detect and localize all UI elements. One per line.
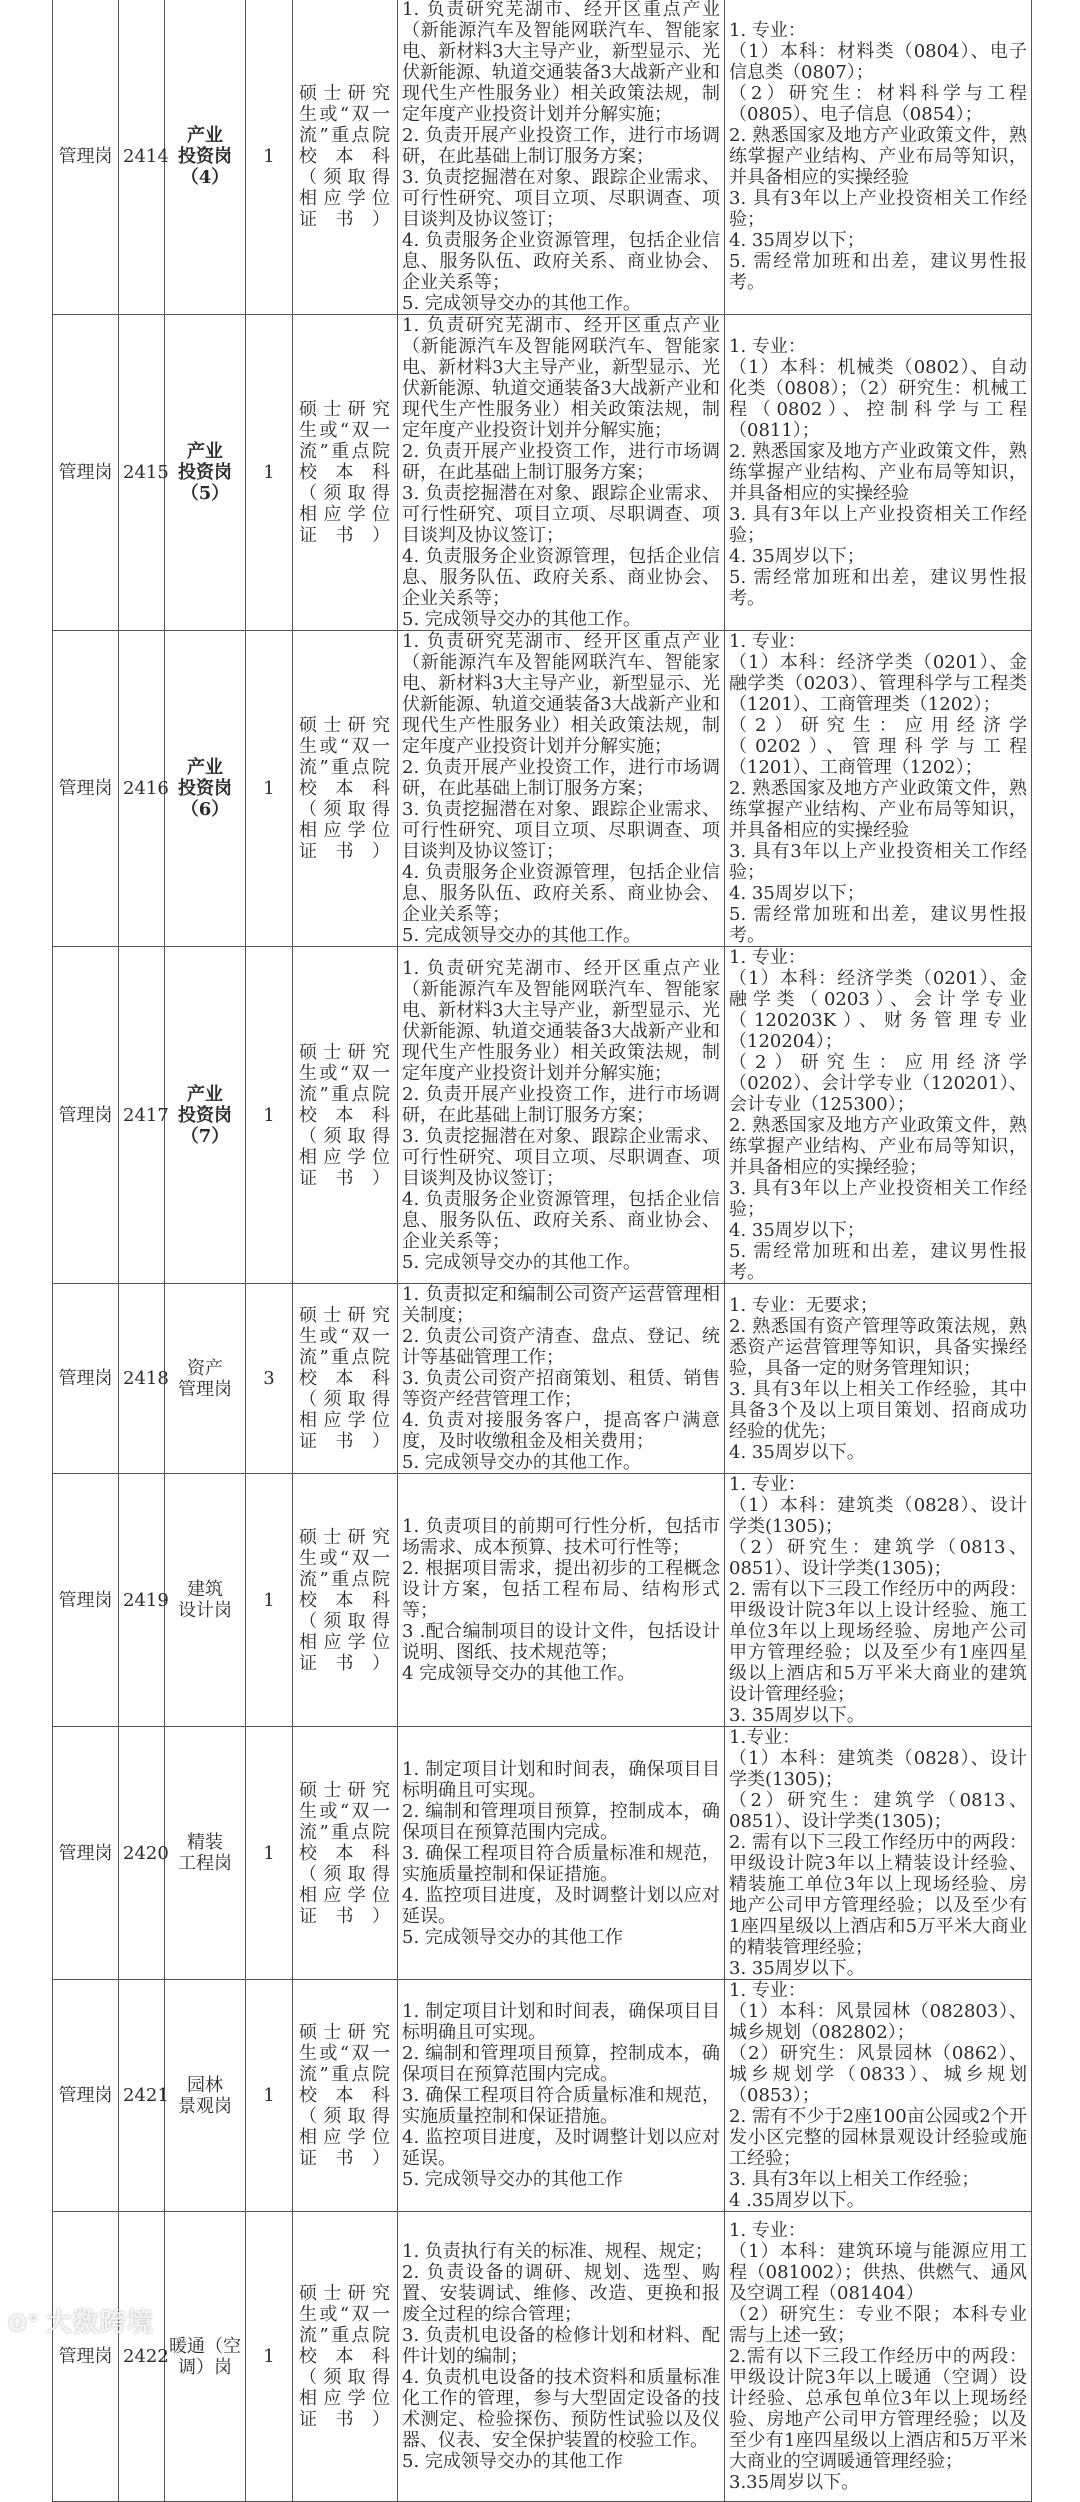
duty-item: 4. 负责机电设备的技术资料和质量标准化工作的管理，参与大型固定设备的技术测定、检验探伤、预防性试验以及仪器、仪表、安全保护装置的校验工作。 — [402, 2367, 720, 2451]
requirements-cell — [725, 0, 1032, 315]
count-cell — [246, 947, 293, 1284]
education-requirement: 硕士研究生或“双一流”重点院校本科（须取得相应学位证书） — [299, 2022, 391, 2169]
education-cell — [293, 1474, 398, 1727]
education-requirement: 硕士研究生或“双一流”重点院校本科（须取得相应学位证书） — [299, 1526, 391, 1674]
post-name-cell — [165, 2212, 246, 2502]
duty-item: 2. 编制和管理项目预算，控制成本，确保项目在预算范围内完成。 — [402, 2043, 720, 2085]
duty-item: 1. 负责拟定和编制公司资产运营管理相关制度； — [402, 1284, 720, 1326]
duty-item: 3. 负责公司资产招商策划、租赁、销售等资产经营管理工作； — [402, 1368, 720, 1410]
code-cell — [119, 1474, 169, 1727]
category-cell — [53, 1284, 119, 1474]
education-cell — [293, 2212, 398, 2502]
headcount: 3 — [263, 1368, 275, 1389]
position-category: 管理岗 — [58, 1842, 113, 1864]
post-name-cell — [165, 1474, 246, 1727]
post-name-line: 管理岗 — [178, 1378, 232, 1400]
table-row — [53, 1980, 1032, 2212]
requirement-item: （1）本科：机械类（0802）、自动化类（0808）；（2）研究生：机械工程（0802）、控制科学与工程（0811）； — [729, 357, 1027, 441]
duty-item: 2. 负责开展产业投资工作，进行市场调研，在此基础上制订服务方案； — [402, 1083, 720, 1126]
headcount: 1 — [263, 2085, 275, 2106]
watermark — [8, 2302, 154, 2339]
post-name-line: 产业 — [187, 757, 223, 778]
requirement-item: 3. 35周岁以下。 — [729, 1958, 865, 1979]
requirement-item: 4. 35周岁以下； — [729, 1220, 865, 1241]
education-cell — [293, 1284, 398, 1474]
duty-item: 3. 负责挖掘潜在对象、跟踪企业需求、可行性研究、项目立项、尽职调查、项目谈判及协议签订； — [402, 483, 720, 546]
count-cell — [246, 1474, 293, 1727]
requirement-item: 4 .35周岁以下。 — [729, 2190, 865, 2211]
requirement-item: 3. 具有3年以上产业投资相关工作经验； — [729, 1178, 1027, 1220]
post-name-line: （6） — [180, 799, 230, 820]
requirement-item: 1. 专业： — [729, 336, 806, 357]
requirement-item: （1）本科：风景园林（082803）、城乡规划（082802）； — [729, 2001, 1027, 2043]
duties-cell — [398, 947, 725, 1284]
count-cell — [246, 1980, 293, 2212]
code-cell — [119, 1727, 169, 1980]
requirement-item: 2. 熟悉国家及地方产业政策文件，熟练掌握产业结构、产业布局等知识，并具备相应的实操经验 — [729, 778, 1027, 841]
education-requirement: 硕士研究生或“双一流”重点院校本科（须取得相应学位证书） — [299, 83, 391, 230]
requirement-item: 2. 需有以下三段工作经历中的两段：甲级设计院3年以上精装设计经验、精装施工单位3年以上现场经验、房地产公司甲方管理经验；以及至少有1座四星级以上酒店和5万平米大商业的精装管理经验； — [729, 1832, 1027, 1958]
post-name-line: 建筑 — [187, 1579, 223, 1600]
code-cell — [119, 631, 169, 947]
duty-item: 5. 完成领导交办的其他工作。 — [402, 609, 641, 630]
duty-item: 3. 负责挖掘潜在对象、跟踪企业需求、可行性研究、项目立项、尽职调查、项目谈判及协议签订； — [402, 1125, 720, 1189]
requirements-cell — [725, 2212, 1032, 2502]
education-requirement: 硕士研究生或“双一流”重点院校本科（须取得相应学位证书） — [299, 2283, 391, 2430]
duty-item: 1. 制定项目计划和时间表，确保项目目标明确且可实现。 — [402, 2001, 720, 2043]
post-name-line: 投资岗 — [178, 1104, 232, 1126]
duty-item: 3. 负责挖掘潜在对象、跟踪企业需求、可行性研究、项目立项、尽职调查、项目谈判及协议签订； — [402, 167, 720, 230]
duties-cell — [398, 1727, 725, 1980]
duty-item: 1. 制定项目计划和时间表，确保项目目标明确且可实现。 — [402, 1758, 720, 1801]
duties-cell — [398, 1284, 725, 1474]
requirement-item: （1）本科：建筑类（0828）、设计学类(1305)； — [729, 1748, 1027, 1790]
requirement-item: 2. 熟悉国家及地方产业政策文件，熟练掌握产业结构、产业布局等知识，并具备相应的实操经验； — [729, 1115, 1027, 1178]
count-cell — [246, 1284, 293, 1474]
duty-item: 3. 确保工程项目符合质量标准和规范，实施质量控制和保证措施。 — [402, 1842, 720, 1885]
headcount: 1 — [263, 1104, 275, 1126]
requirement-item: 3. 35周岁以下。 — [729, 1705, 865, 1726]
table-row — [53, 631, 1032, 947]
duty-item: 2. 负责开展产业投资工作，进行市场调研，在此基础上制订服务方案； — [402, 441, 720, 483]
count-cell — [246, 315, 293, 631]
duty-item: 1. 负责执行有关的标准、规程、规定； — [402, 2241, 713, 2262]
post-name-line: 园林 — [187, 2074, 223, 2096]
post-name-line: 设计岗 — [178, 1600, 232, 1621]
requirement-item: （2）研究生：应用经济学（0202）、管理科学与工程（1201）、工商管理（1202）； — [729, 715, 1027, 778]
requirement-item: 1. 专业：无要求； — [729, 1294, 878, 1316]
category-cell — [53, 1474, 119, 1727]
table-row — [53, 1474, 1032, 1727]
duty-item: 3. 负责挖掘潜在对象、跟踪企业需求、可行性研究、项目立项、尽职调查、项目谈判及协议签订； — [402, 799, 720, 862]
requirements-cell — [725, 1284, 1032, 1474]
post-name-cell — [165, 947, 246, 1284]
duty-item: 5. 完成领导交办的其他工作 — [402, 2169, 623, 2190]
post-name-line: 调）岗 — [178, 2356, 232, 2378]
requirement-item: 2. 需有不少于2座100亩公园或2个开发小区完整的园林景观设计经验或施工经验； — [729, 2106, 1027, 2169]
duty-item: 4. 负责服务企业资源管理，包括企业信息、服务队伍、政府关系、商业协会、企业关系等； — [402, 862, 720, 925]
requirement-item: 3. 具有3年以上产业投资相关工作经验； — [729, 504, 1027, 546]
post-name-line: 工程岗 — [178, 1853, 232, 1874]
position-category: 管理岗 — [58, 462, 113, 483]
requirement-item: 5. 需经常加班和出差，建议男性报考。 — [729, 904, 1027, 946]
requirement-item: 3. 具有3年以上产业投资相关工作经验； — [729, 188, 1027, 230]
education-cell — [293, 1727, 398, 1980]
duty-item: 4. 负责对接服务客户，提高客户满意度，及时收缴租金及相关费用； — [402, 1410, 720, 1452]
duty-item: 4. 负责服务企业资源管理，包括企业信息、服务队伍、政府关系、商业协会、企业关系等； — [402, 1188, 720, 1252]
requirement-item: 5. 需经常加班和出差，建议男性报考。 — [729, 1241, 1027, 1283]
requirement-item: （1）本科：建筑类（0828）、设计学类(1305)； — [729, 1495, 1027, 1537]
headcount: 1 — [263, 2346, 275, 2367]
duty-item: 3. 负责机电设备的检修计划和材料、配件计划的编制； — [402, 2325, 720, 2367]
requirements-cell — [725, 947, 1032, 1284]
requirement-item: 1. 专业： — [729, 631, 806, 652]
position-code: 2415 — [123, 462, 169, 483]
post-name-cell — [165, 1980, 246, 2212]
duty-item: 1. 负责研究芜湖市、经开区重点产业（新能源汽车及智能网联汽车、智能家电、新材料3大主导产业，新型显示、光伏新能源、轨道交通装备3大战新产业和现代生产性服务业）相关政策法规，制定年度产业投资计划并分解实施； — [402, 0, 720, 125]
post-name-line: 景观岗 — [178, 2095, 232, 2117]
watermark-text: 大数跨境 — [45, 2308, 154, 2338]
headcount: 1 — [263, 146, 275, 167]
position-code: 2422 — [123, 2346, 169, 2367]
position-code: 2421 — [123, 2085, 169, 2106]
requirement-item: 3. 具有3年以上产业投资相关工作经验； — [729, 841, 1027, 883]
position-category: 管理岗 — [58, 2085, 113, 2106]
requirement-item: 2. 需有以下三段工作经历中的两段：甲级设计院3年以上设计经验、施工单位3年以上现场经验、房地产公司甲方管理经验；以及至少有1座四星级以上酒店和5万平米大商业的建筑设计管理经验； — [729, 1579, 1027, 1705]
table-row — [53, 0, 1032, 315]
post-name-line: 产业 — [187, 125, 223, 146]
code-cell — [119, 2212, 169, 2502]
table-row — [53, 947, 1032, 1284]
requirement-item: （1）本科：经济学类（0201）、金融学类（0203）、管理科学与工程类（1201）、工商管理类（1202）； — [729, 652, 1027, 715]
duty-item: 5. 完成领导交办的其他工作。 — [402, 293, 641, 314]
requirement-item: （2）研究生：风景园林（0862）、城乡规划学（0833）、城乡规划（0853）； — [729, 2043, 1027, 2106]
category-cell — [53, 2212, 119, 2502]
requirements-cell — [725, 1474, 1032, 1727]
table-row — [53, 2212, 1032, 2502]
duties-cell — [398, 1980, 725, 2212]
duties-cell — [398, 631, 725, 947]
position-code: 2420 — [123, 1842, 169, 1864]
requirement-item: （1）本科：经济学类（0201）、金融学类（0203）、会计学专业（120203K）、财务管理专业（120204）； — [729, 968, 1027, 1052]
requirements-cell — [725, 1980, 1032, 2212]
post-name-line: （5） — [180, 483, 230, 504]
education-requirement: 硕士研究生或“双一流”重点院校本科（须取得相应学位证书） — [299, 1041, 391, 1189]
education-cell — [293, 0, 398, 315]
post-name-line: 产业 — [187, 1083, 223, 1105]
position-category: 管理岗 — [58, 146, 113, 167]
duty-item: 2. 负责设备的调研、规划、选型、购置、安装调试、维修、改造、更换和报废全过程的综合管理； — [402, 2262, 720, 2325]
duty-item: 5. 完成领导交办的其他工作 — [402, 1926, 623, 1948]
requirement-item: （1）本科：材料类（0804）、电子信息类（0807）； — [729, 41, 1027, 83]
duty-item: 1. 负责研究芜湖市、经开区重点产业（新能源汽车及智能网联汽车、智能家电、新材料3大主导产业，新型显示、光伏新能源、轨道交通装备3大战新产业和现代生产性服务业）相关政策法规，制定年度产业投资计划并分解实施； — [402, 315, 720, 441]
post-name-line: 资产 — [187, 1357, 223, 1379]
duties-cell — [398, 2212, 725, 2502]
count-cell — [246, 0, 293, 315]
count-cell — [246, 2212, 293, 2502]
table-row — [53, 1727, 1032, 1980]
education-cell — [293, 631, 398, 947]
post-name-line: 暖通（空 — [169, 2335, 241, 2357]
requirement-item: 2. 熟悉国有资产管理等政策法规，熟悉资产运营管理等知识，具备实操经验，具备一定的财务管理知识； — [729, 1315, 1027, 1379]
position-code: 2416 — [123, 778, 169, 799]
post-name-cell — [165, 1284, 246, 1474]
post-name-line: 投资岗 — [178, 146, 232, 167]
requirements-cell — [725, 631, 1032, 947]
position-category: 管理岗 — [58, 778, 113, 799]
education-requirement: 硕士研究生或“双一流”重点院校本科（须取得相应学位证书） — [299, 399, 391, 546]
duty-item: 4. 监控项目进度，及时调整计划以应对延误。 — [402, 2127, 720, 2169]
category-cell — [53, 0, 119, 315]
requirement-item: 4. 35周岁以下。 — [729, 1441, 865, 1463]
table-row — [53, 1284, 1032, 1474]
requirement-item: 1. 专业： — [729, 20, 806, 41]
education-requirement: 硕士研究生或“双一流”重点院校本科（须取得相应学位证书） — [299, 715, 391, 862]
duty-item: 3. 确保工程项目符合质量标准和规范，实施质量控制和保证措施。 — [402, 2085, 720, 2127]
post-name-line: （7） — [180, 1125, 230, 1147]
duty-item: 5. 完成领导交办的其他工作 — [402, 2451, 623, 2472]
category-cell — [53, 1727, 119, 1980]
duty-item: 4. 监控项目进度，及时调整计划以应对延误。 — [402, 1884, 720, 1927]
position-code: 2417 — [123, 1104, 169, 1126]
duty-item: 2. 根据项目需求，提出初步的工程概念设计方案，包括工程布局、结构形式等； — [402, 1558, 720, 1621]
table-row — [53, 315, 1032, 631]
position-category: 管理岗 — [58, 1589, 113, 1611]
headcount: 1 — [263, 1842, 275, 1864]
position-code: 2419 — [123, 1589, 169, 1611]
requirement-item: （1）本科：建筑环境与能源应用工程（081002）；供热、供燃气、通风及空调工程（081404） — [729, 2241, 1027, 2304]
duty-item: 2. 负责公司资产清查、盘点、登记、统计等基础管理工作； — [402, 1326, 720, 1368]
requirement-item: 5. 需经常加班和出差，建议男性报考。 — [729, 251, 1027, 293]
count-cell — [246, 1727, 293, 1980]
duty-item: 2. 负责开展产业投资工作，进行市场调研，在此基础上制订服务方案； — [402, 757, 720, 799]
requirement-item: 1. 专业： — [729, 1980, 806, 2001]
requirement-item: （2）研究生：材料科学与工程（0805）、电子信息（0854）； — [729, 83, 1027, 125]
education-cell — [293, 947, 398, 1284]
duty-item: 5. 完成领导交办的其他工作。 — [402, 925, 641, 946]
duty-item: 5. 完成领导交办的其他工作。 — [402, 1251, 641, 1273]
headcount: 1 — [263, 1589, 275, 1611]
category-cell — [53, 631, 119, 947]
requirement-item: 1. 专业： — [729, 2220, 806, 2241]
requirement-item: 4. 35周岁以下； — [729, 230, 865, 251]
duty-item: 2. 负责开展产业投资工作，进行市场调研，在此基础上制订服务方案； — [402, 125, 720, 167]
duty-item: 3 .配合编制项目的设计文件，包括设计说明、图纸、技术规范等； — [402, 1621, 720, 1663]
requirement-item: 1.专业： — [729, 1727, 801, 1748]
post-name-line: 投资岗 — [178, 778, 232, 799]
post-name-cell — [165, 315, 246, 631]
requirement-item: 2. 熟悉国家及地方产业政策文件，熟练掌握产业结构、产业布局等知识，并具备相应的实操经验 — [729, 441, 1027, 504]
requirement-item: 3. 具有3年以上相关工作经验，其中具备3个及以上项目策划、招商成功经验的优先； — [729, 1378, 1027, 1442]
requirement-item: （2）研究生：建筑学（0813、0851）、设计学类(1305)； — [729, 1790, 1027, 1832]
job-positions-table — [52, 0, 1032, 2502]
requirement-item: 4. 35周岁以下； — [729, 883, 865, 904]
duty-item: 2. 编制和管理项目预算，控制成本，确保项目在预算范围内完成。 — [402, 1800, 720, 1843]
code-cell — [119, 947, 169, 1284]
post-name-cell — [165, 0, 246, 315]
headcount: 1 — [263, 462, 275, 483]
duties-cell — [398, 315, 725, 631]
category-cell — [53, 1980, 119, 2212]
requirements-cell — [725, 315, 1032, 631]
duty-item: 4. 负责服务企业资源管理，包括企业信息、服务队伍、政府关系、商业协会、企业关系等； — [402, 546, 720, 609]
education-requirement: 硕士研究生或“双一流”重点院校本科（须取得相应学位证书） — [299, 1305, 391, 1452]
position-code: 2418 — [123, 1368, 169, 1389]
requirement-item: 3. 具有3年以上相关工作经验； — [729, 2169, 980, 2190]
category-cell — [53, 947, 119, 1284]
code-cell — [119, 0, 169, 315]
code-cell — [119, 1284, 169, 1474]
requirement-item: 2.需有以下三段工作经历中的两段：甲级设计院3年以上暖通（空调）设计经验、总承包单位3年以上现场经验、房地产公司甲方管理经验；以及至少有1座四星级以上酒店和5万平米大商业的空调暖通管理经验； — [729, 2346, 1027, 2472]
requirement-item: 1. 专业： — [729, 1474, 806, 1495]
duties-cell — [398, 1474, 725, 1727]
duty-item: 1. 负责研究芜湖市、经开区重点产业（新能源汽车及智能网联汽车、智能家电、新材料3大主导产业，新型显示、光伏新能源、轨道交通装备3大战新产业和现代生产性服务业）相关政策法规，制定年度产业投资计划并分解实施； — [402, 957, 720, 1084]
position-category: 管理岗 — [58, 1368, 113, 1389]
code-cell — [119, 315, 169, 631]
post-name-cell — [165, 631, 246, 947]
duty-item: 4 完成领导交办的其他工作。 — [402, 1663, 636, 1684]
count-cell — [246, 631, 293, 947]
education-cell — [293, 315, 398, 631]
position-category: 管理岗 — [58, 2346, 113, 2367]
education-cell — [293, 1980, 398, 2212]
requirement-item: （2）研究生：专业不限；本科专业需与上述一致； — [729, 2304, 1027, 2346]
requirement-item: 5. 需经常加班和出差，建议男性报考。 — [729, 567, 1027, 609]
requirement-item: 4. 35周岁以下； — [729, 546, 865, 567]
post-name-line: 产业 — [187, 441, 223, 462]
duty-item: 1. 负责研究芜湖市、经开区重点产业（新能源汽车及智能网联汽车、智能家电、新材料3大主导产业，新型显示、光伏新能源、轨道交通装备3大战新产业和现代生产性服务业）相关政策法规，制定年度产业投资计划并分解实施； — [402, 631, 720, 757]
headcount: 1 — [263, 778, 275, 799]
duty-item: 1. 负责项目的前期可行性分析，包括市场需求、成本预算、技术可行性等； — [402, 1516, 720, 1558]
duty-item: 4. 负责服务企业资源管理，包括企业信息、服务队伍、政府关系、商业协会、企业关系等； — [402, 230, 720, 293]
code-cell — [119, 1980, 169, 2212]
education-requirement: 硕士研究生或“双一流”重点院校本科（须取得相应学位证书） — [299, 1779, 391, 1927]
requirement-item: 3.35周岁以下。 — [729, 2472, 860, 2493]
requirement-item: （2）研究生：应用经济学（0202）、会计学专业（120201）、会计专业（125300）； — [729, 1052, 1027, 1115]
duty-item: 5. 完成领导交办的其他工作。 — [402, 1452, 641, 1473]
category-cell — [53, 315, 119, 631]
post-name-cell — [165, 1727, 246, 1980]
requirements-cell — [725, 1727, 1032, 1980]
watermark-logo-icon: ʘ° — [8, 2312, 40, 2337]
requirement-item: （2）研究生：建筑学（0813、0851）、设计学类(1305)； — [729, 1537, 1027, 1579]
post-name-line: 投资岗 — [178, 462, 232, 483]
requirement-item: 2. 熟悉国家及地方产业政策文件，熟练掌握产业结构、产业布局等知识，并具备相应的实操经验 — [729, 125, 1027, 188]
post-name-line: （4） — [180, 167, 230, 188]
post-name-line: 精装 — [187, 1832, 223, 1853]
duties-cell — [398, 0, 725, 315]
position-category: 管理岗 — [58, 1104, 113, 1126]
position-code: 2414 — [123, 146, 169, 167]
requirement-item: 1. 专业： — [729, 947, 806, 968]
